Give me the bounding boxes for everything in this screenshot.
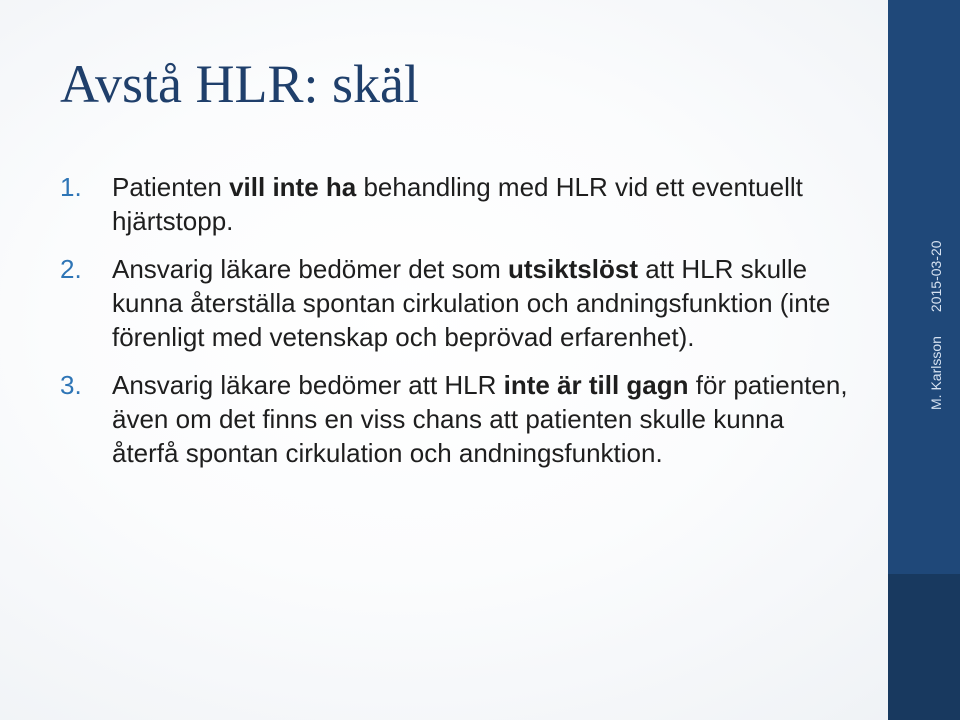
emphasis-text: inte är till gagn bbox=[503, 370, 689, 400]
emphasis-text: vill inte ha bbox=[229, 172, 357, 202]
slide-title: Avstå HLR: skäl bbox=[60, 54, 419, 114]
list-item-1 bbox=[60, 170, 850, 238]
emphasis-text: utsiktslöst bbox=[507, 254, 638, 284]
text-segment: för patienten, även om det finns en viss chans att patienten skulle kunna återfå spontan cirkulation och andningsfunktion. bbox=[112, 370, 848, 468]
footer-date: 2015-03-20 bbox=[928, 240, 944, 313]
text-segment: Patienten bbox=[112, 172, 230, 202]
list-item-3 bbox=[60, 368, 850, 470]
footer-author: M. Karlsson bbox=[928, 336, 944, 410]
list-number: 1. bbox=[60, 172, 82, 202]
list-item-text bbox=[112, 254, 830, 352]
reasons-list bbox=[60, 170, 850, 484]
text-segment: Ansvarig läkare bedömer det som bbox=[112, 254, 508, 284]
footer-vertical bbox=[926, 240, 946, 410]
side-bar-bottom-block bbox=[888, 574, 960, 720]
list-number: 2. bbox=[60, 254, 82, 284]
text-segment: Ansvarig läkare bedömer att HLR bbox=[112, 370, 504, 400]
list-item-2 bbox=[60, 252, 850, 354]
list-number: 3. bbox=[60, 370, 82, 400]
list-item-text bbox=[112, 172, 803, 236]
side-bar bbox=[888, 0, 960, 720]
list-item-text bbox=[112, 370, 848, 468]
text-segment: att HLR skulle kunna återställa spontan cirkulation och andningsfunktion (inte förenligt med vetenskap och beprövad erfarenhet). bbox=[112, 254, 831, 352]
text-segment: behandling med HLR vid ett eventuellt hjärtstopp. bbox=[112, 172, 803, 236]
